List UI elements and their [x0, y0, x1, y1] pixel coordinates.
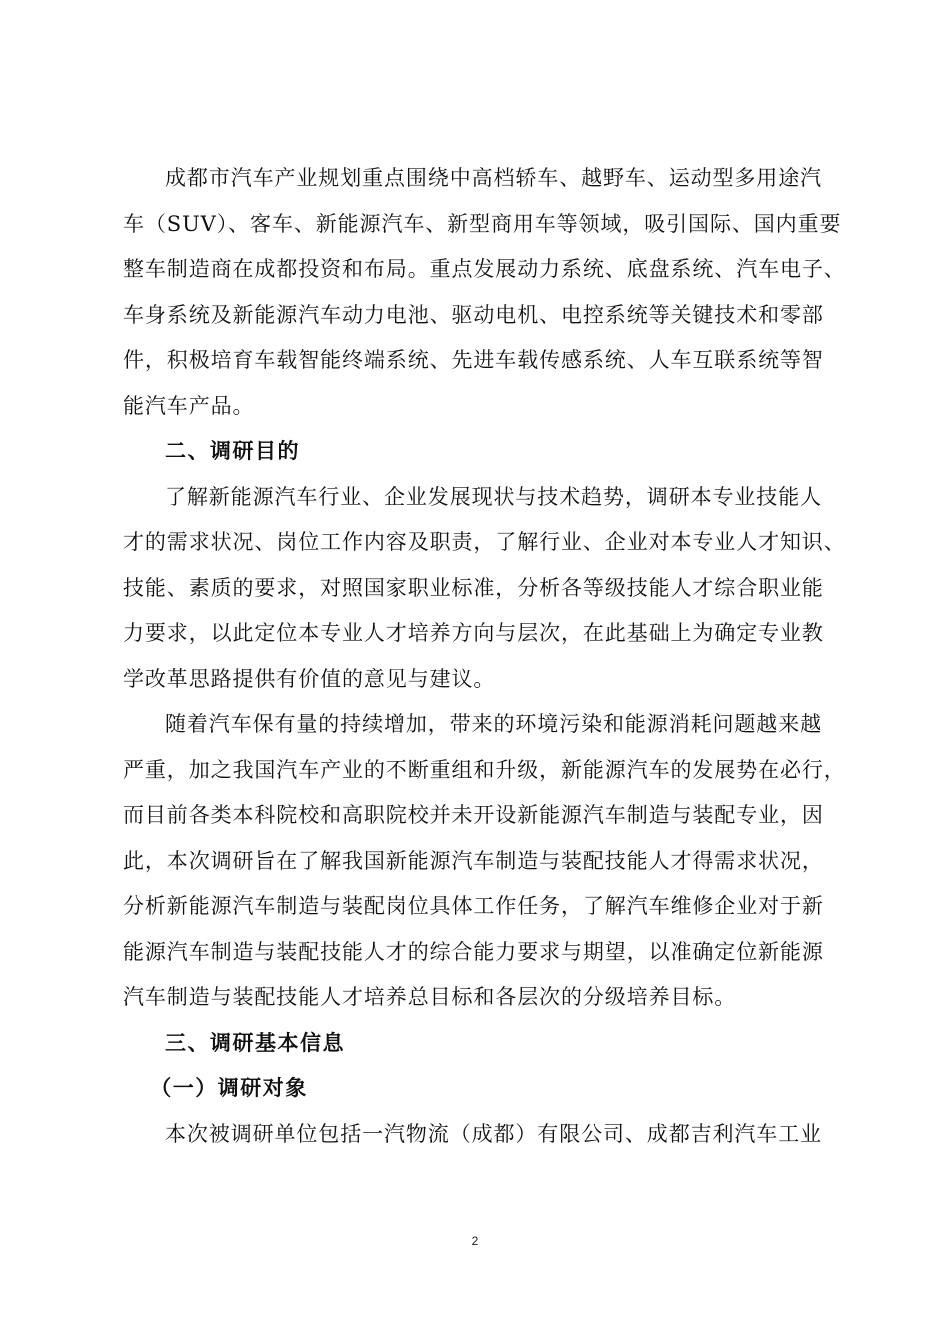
paragraph-background	[123, 702, 846, 1021]
text-line: 本次被调研单位包括一汽物流（成都）有限公司、成都吉利汽车工业	[165, 1121, 822, 1146]
text-line: 此，本次调研旨在了解我国新能源汽车制造与装配技能人才得需求状况，	[123, 848, 824, 873]
text-line: 能汽车产品。	[123, 393, 255, 418]
text-line: 力要求，以此定位本专业人才培养方向与层次，在此基础上为确定专业教	[123, 621, 824, 645]
text-line: 整车制造商在成都投资和布局。重点发展动力系统、底盘系统、汽车电子、	[123, 257, 846, 281]
subsection-heading-research-subjects: （一）调研对象	[150, 1076, 308, 1100]
text-line: 严重，加之我国汽车产业的不断重组和升级，新能源汽车的发展势在必行，	[123, 757, 846, 782]
text-line: 汽车制造与装配技能人才培养总目标和各层次的分级培养目标。	[123, 985, 737, 1009]
text-line: 件，积极培育车载智能终端系统、先进车载传感系统、人车互联系统等智	[123, 348, 824, 372]
text-line: 才的需求状况、岗位工作内容及职责，了解行业、企业对本专业人才知识、	[123, 530, 846, 554]
text-line: 技能、素质的要求，对照国家职业标准，分析各等级技能人才综合职业能	[123, 575, 824, 600]
text-line: 能源汽车制造与装配技能人才的综合能力要求与期望，以准确定位新能源	[123, 939, 824, 964]
document-body	[123, 156, 846, 1157]
paragraph-research-subjects	[123, 1112, 835, 1158]
section-heading-research-purpose: 二、调研目的	[165, 439, 300, 463]
text-line: 车身系统及新能源汽车动力电池、驱动电机、电控系统等关键技术和零部	[123, 302, 824, 327]
text-line: 学改革思路提供有价值的意见与建议。	[123, 666, 496, 691]
text-line: 分析新能源汽车制造与装配岗位具体工作任务，了解汽车维修企业对于新	[123, 894, 824, 918]
text-line: 了解新能源汽车行业、企业发展现状与技术趋势，调研本专业技能人	[165, 484, 822, 509]
text-line: 随着汽车保有量的持续增加，带来的环境污染和能源消耗问题越来越	[165, 712, 822, 736]
paragraph-research-purpose	[123, 475, 846, 703]
text-line: 而目前各类本科院校和高职院校并未开设新能源汽车制造与装配专业，因	[123, 803, 824, 827]
page-number: 2	[471, 1234, 479, 1248]
text-line: 成都市汽车产业规划重点围绕中高档轿车、越野车、运动型多用途汽	[165, 166, 822, 190]
paragraph-industry-plan	[123, 156, 846, 429]
text-line: 车（SUV）、客车、新能源汽车、新型商用车等领域，吸引国际、国内重要	[123, 211, 842, 236]
section-heading-basic-info: 三、调研基本信息	[165, 1030, 345, 1055]
